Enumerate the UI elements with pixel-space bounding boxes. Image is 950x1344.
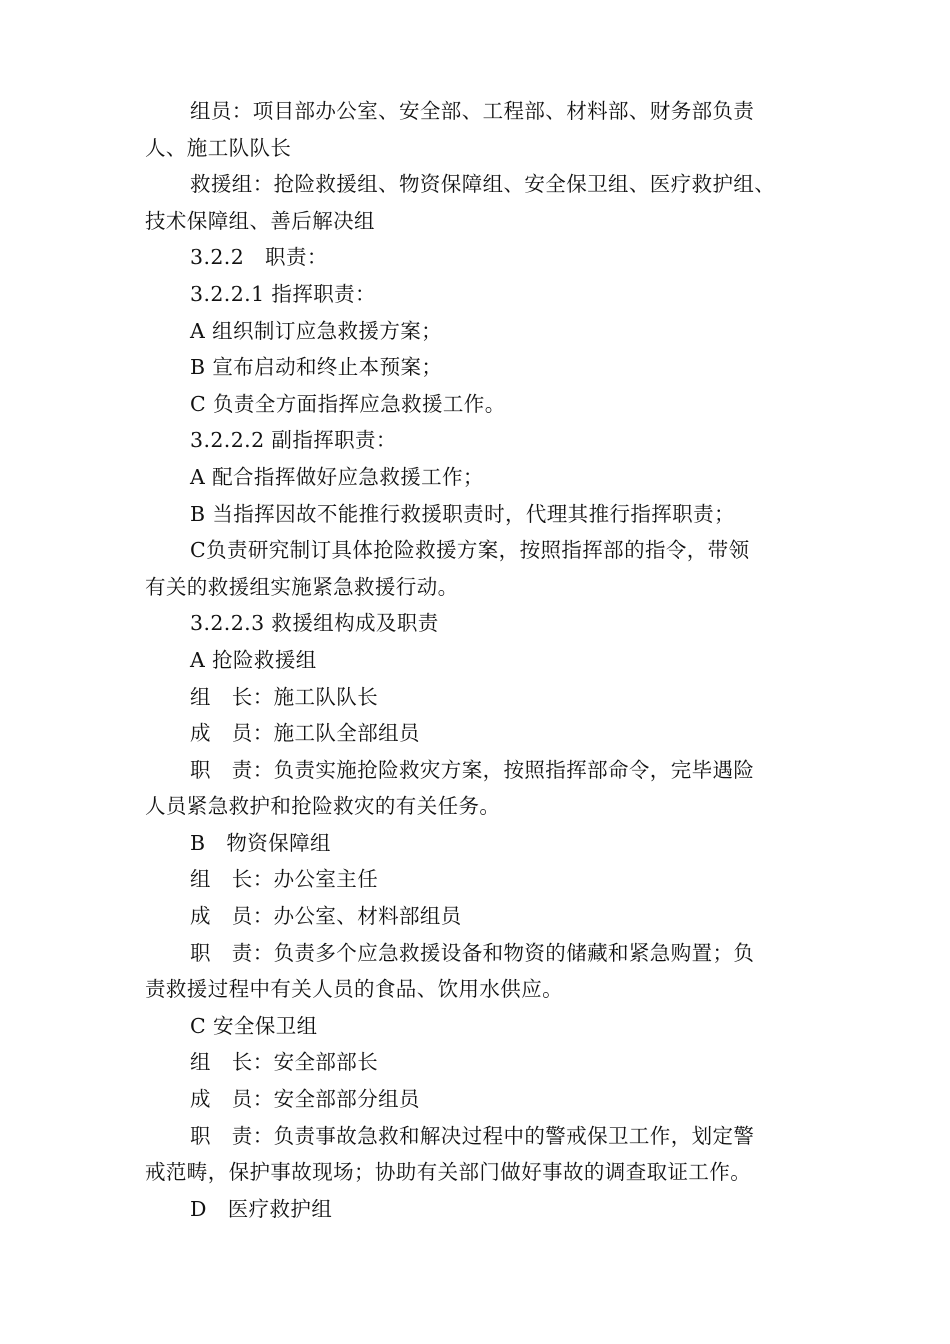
text-line: B 宣布启动和终止本预案； — [190, 355, 443, 380]
text-line: 3.2.2.3 救援组构成及职责 — [190, 611, 439, 636]
text-line: 成 员：办公室、材料部组员 — [190, 904, 462, 929]
text-line: D 医疗救护组 — [190, 1196, 333, 1221]
text-line: A 组织制订应急救援方案； — [190, 318, 443, 343]
text-line: 职 责：负责实施抢险救灾方案，按照指挥部命令，完毕遇险 — [190, 757, 755, 782]
text-line: 3.2.2.2 副指挥职责： — [190, 428, 397, 453]
text-line: 责救援过程中有关人员的食品、饮用水供应。 — [145, 977, 563, 1002]
text-line: 技术保障组、善后解决组 — [145, 208, 375, 233]
text-line: C 负责全方面指挥应急救援工作。 — [190, 391, 506, 416]
text-line: 戒范畴，保护事故现场；协助有关部门做好事故的调查取证工作。 — [145, 1160, 752, 1185]
text-line: B 当指挥因故不能推行救援职责时，代理其推行指挥职责； — [190, 501, 735, 526]
document-body — [145, 93, 835, 1227]
text-line: A 抢险救援组 — [190, 647, 317, 672]
text-line: 3.2.2 职责： — [190, 245, 328, 270]
text-line: 职 责：负责事故急救和解决过程中的警戒保卫工作，划定警 — [190, 1123, 755, 1148]
text-line: C 安全保卫组 — [190, 1013, 318, 1038]
text-line: 组 长：办公室主任 — [190, 867, 379, 892]
text-line: 有关的救援组实施紧急救援行动。 — [145, 574, 459, 599]
text-line: 成 员：安全部部分组员 — [190, 1087, 420, 1112]
text-line: A 配合指挥做好应急救援工作； — [190, 464, 484, 489]
text-line: 3.2.2.1 指挥职责： — [190, 281, 376, 306]
text-line: 救援组：抢险救援组、物资保障组、安全保卫组、医疗救护组、 — [190, 172, 776, 197]
text-line: 组 长：施工队队长 — [190, 684, 379, 709]
text-line: 组 长：安全部部长 — [190, 1050, 379, 1075]
text-line: 组员：项目部办公室、安全部、工程部、材料部、财务部负责 — [190, 99, 755, 123]
text-line: 人、施工队队长 — [145, 135, 292, 160]
text-line: C负责研究制订具体抢险救援方案，按照指挥部的指令，带领 — [190, 538, 750, 563]
text-line: 成 员：施工队全部组员 — [190, 721, 420, 746]
text-line: B 物资保障组 — [190, 830, 331, 855]
text-line: 人员紧急救护和抢险救灾的有关任务。 — [145, 794, 501, 819]
text-line: 职 责：负责多个应急救援设备和物资的储藏和紧急购置；负 — [190, 940, 755, 965]
